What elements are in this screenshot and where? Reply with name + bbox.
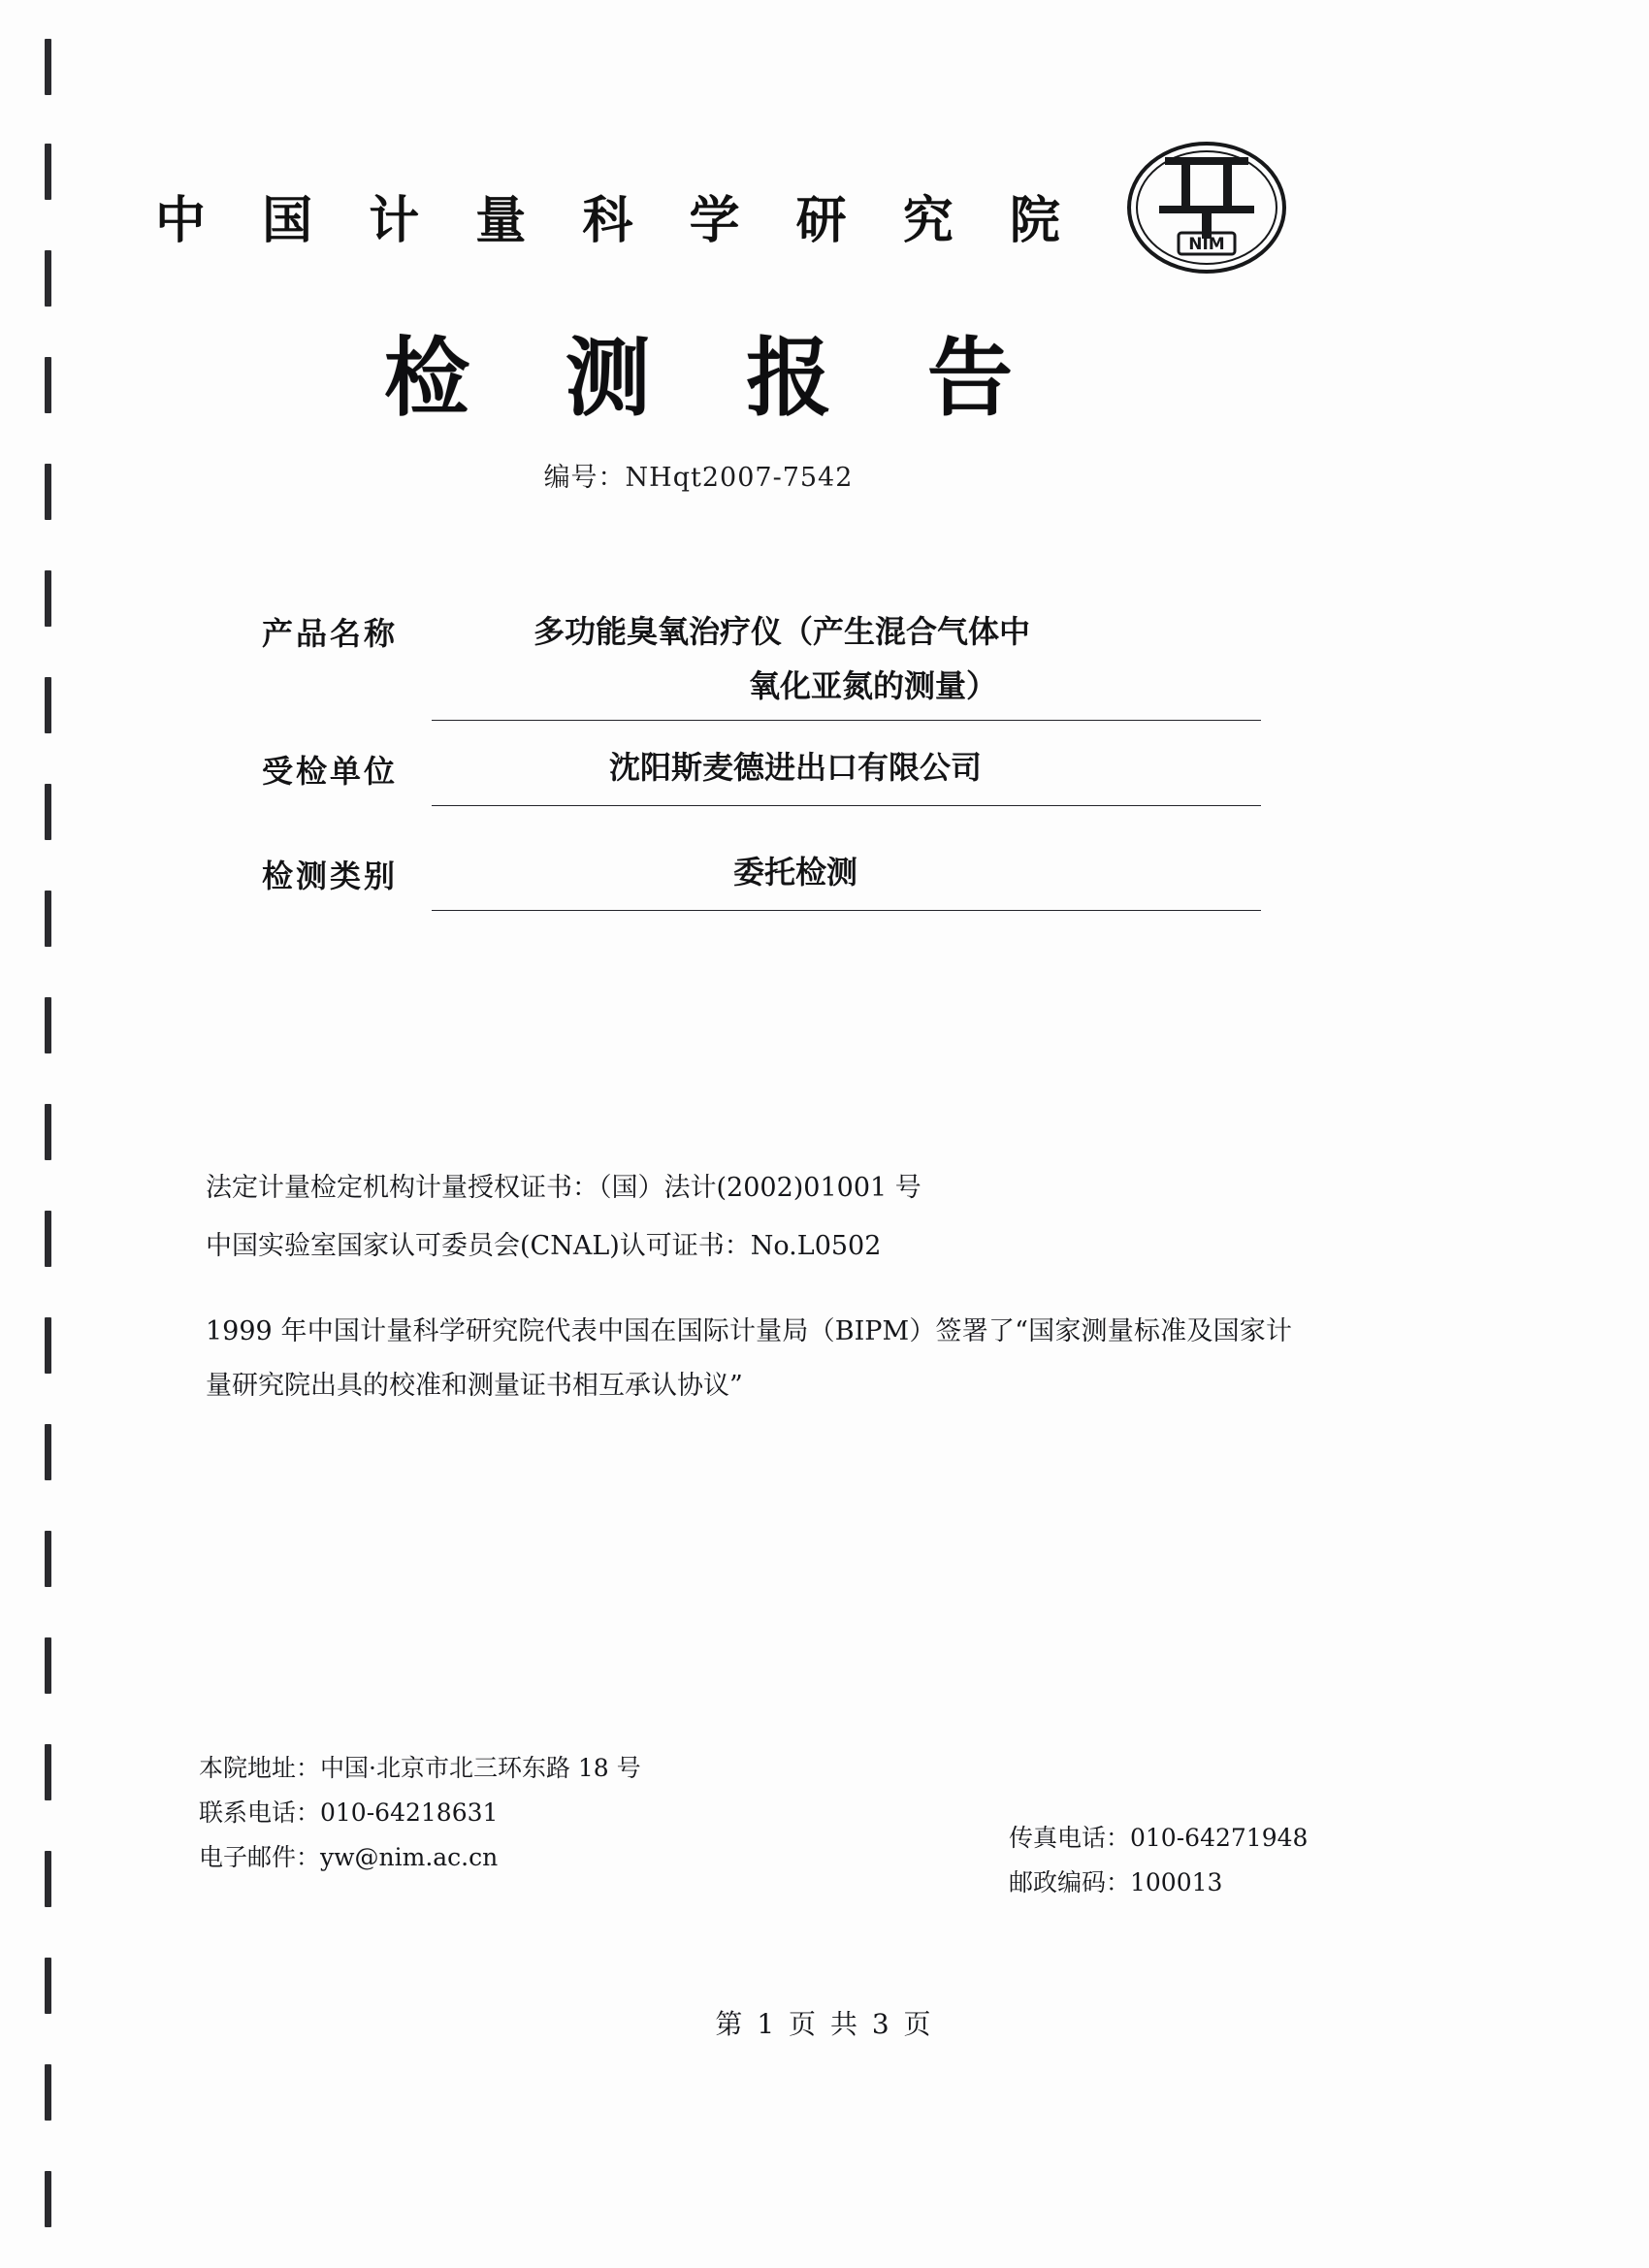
contact-email: 电子邮件：yw@nim.ac.cn bbox=[199, 1843, 499, 1871]
certification-block bbox=[206, 1159, 1292, 1413]
certification-line-1: 法定计量检定机构计量授权证书：（国）法计(2002)01001 号 bbox=[206, 1173, 922, 1203]
svg-text:NIM: NIM bbox=[1188, 235, 1225, 254]
field-label: 受检单位 bbox=[262, 753, 399, 790]
field-value-line2: 氧化亚氮的测量） bbox=[748, 667, 997, 704]
field-row-inspected-unit bbox=[116, 718, 1280, 825]
field-label: 检测类别 bbox=[262, 858, 399, 894]
page-title: 检 测 报 告 bbox=[384, 327, 1046, 428]
contact-block-right bbox=[1009, 1816, 1416, 1905]
field-value-line1: 沈阳斯麦德进出口有限公司 bbox=[608, 749, 982, 786]
certification-line-2: 中国实验室国家认可委员会(CNAL)认可证书：No.L0502 bbox=[206, 1231, 882, 1261]
page-footer: 第 1 页 共 3 页 bbox=[715, 2008, 934, 2040]
contact-address: 本院地址：中国·北京市北三环东路 18 号 bbox=[199, 1754, 641, 1782]
field-row-product-name bbox=[116, 601, 1280, 718]
field-value-line1: 多功能臭氧治疗仪（产生混合气体中 bbox=[534, 613, 1031, 650]
field-label: 产品名称 bbox=[262, 615, 399, 652]
nim-logo-icon bbox=[1120, 136, 1293, 279]
contact-block-left bbox=[199, 1746, 829, 1880]
contact-phone: 联系电话：010-64218631 bbox=[199, 1798, 499, 1827]
contact-fax: 传真电话：010-64271948 bbox=[1009, 1824, 1309, 1852]
field-block bbox=[116, 601, 1280, 931]
field-row-test-category bbox=[116, 825, 1280, 931]
binding-holes bbox=[45, 0, 56, 2268]
field-value-line1: 委托检测 bbox=[732, 854, 857, 891]
organization-title: 中 国 计 量 科 学 研 究 院 bbox=[155, 191, 1080, 250]
mra-paragraph: 1999 年中国计量科学研究院代表中国在国际计量局（BIPM）签署了“国家测量标准及国家计量研究院出具的校准和测量证书相互承认协议” bbox=[206, 1316, 1292, 1401]
contact-postcode: 邮政编码：100013 bbox=[1009, 1868, 1223, 1896]
document-number: 编号：NHqt2007-7542 bbox=[543, 463, 854, 493]
